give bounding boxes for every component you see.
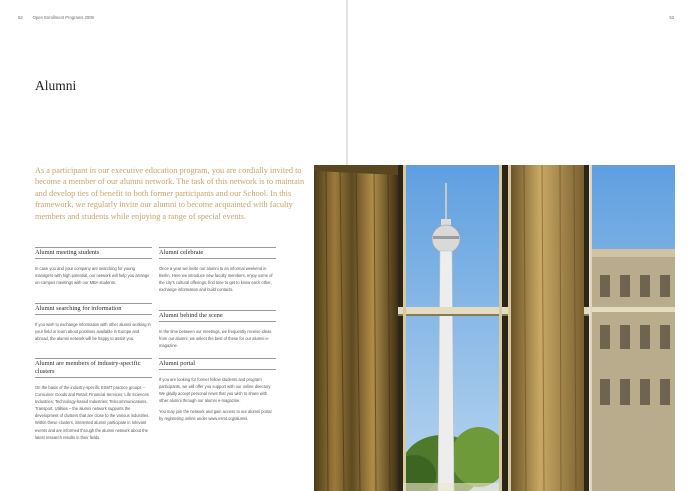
window-tv-tower-photo <box>314 165 675 491</box>
section-heading: Alumni meeting students <box>35 247 152 259</box>
section-heading: Alumni portal <box>159 358 276 370</box>
section-heading: Alumni celebrate <box>159 247 276 259</box>
section-body: You may join the network and gain access to our alumni portal by registering online under www.esmt.org/alumni. <box>159 409 272 422</box>
section-body: If you wish to exchange information with other alumni working in your field or learn about positions available in Europe and abroad, the alumni network will be happy to assist you. <box>35 322 151 342</box>
section-body: Once a year we invite our alumni to an informal weekend in Berlin. Here we introduce new faculty members, enjoy some of the city's cultural offerings, find time to get to know each other, exchange information and build contacts. <box>159 266 273 293</box>
page-number-right: 53 <box>669 15 674 20</box>
section-heading: Alumni searching for information <box>35 303 152 315</box>
running-title: Open Enrollment Programs 2008 <box>32 15 94 20</box>
section-body: In case you and your company are searching for young managers with high potential, our network will help you arrange on-campus meetings with our MBA students. <box>35 266 150 286</box>
page-number-left: 52 <box>18 15 23 20</box>
section-body: In the time between our meetings, we frequently receive ideas from our alumni; we select the best of these for our alumni e-magazine. <box>159 329 272 349</box>
page-header-left <box>18 15 94 20</box>
section-body: On the basis of the industry-specific ESMT practice groups – Consumer Goods and Retail; Financial Services; Life Sciences Industries; Technology-based Industries; Telecommunications, Transport, Utilities – the alumni network supports the development of clusters that are close to the various industries. Within these clusters, interested alumni participate in relevant events and are informed through the alumni network about the latest research results in their fields. <box>35 385 150 440</box>
section-body: If you are looking for former fellow students and program participants, we will offer you support with our online directory. We gladly accept personal news that you wish to share with other alumni through our alumni e-magazine. <box>159 377 272 404</box>
section-searching <box>35 303 152 346</box>
section-heading: Alumni behind the scene <box>159 310 276 322</box>
section-meeting <box>35 247 152 290</box>
section-celebrate <box>159 247 276 297</box>
page-title: Alumni <box>35 78 77 93</box>
section-clusters <box>35 358 152 445</box>
intro-paragraph: As a participant in our executive education program, you are cordially invited to become a member of our alumni network. The task of this network is to maintain and develop ties of benefit to both former participants and our School. In this framework, we regularly invite our alumni to become acquainted with faculty members and students while enjoying a range of special events. <box>35 166 305 221</box>
section-heading: Alumni are members of industry-specific clusters <box>35 358 152 378</box>
left-page <box>0 0 346 491</box>
section-behind-scene <box>159 310 276 353</box>
section-portal <box>159 358 276 427</box>
